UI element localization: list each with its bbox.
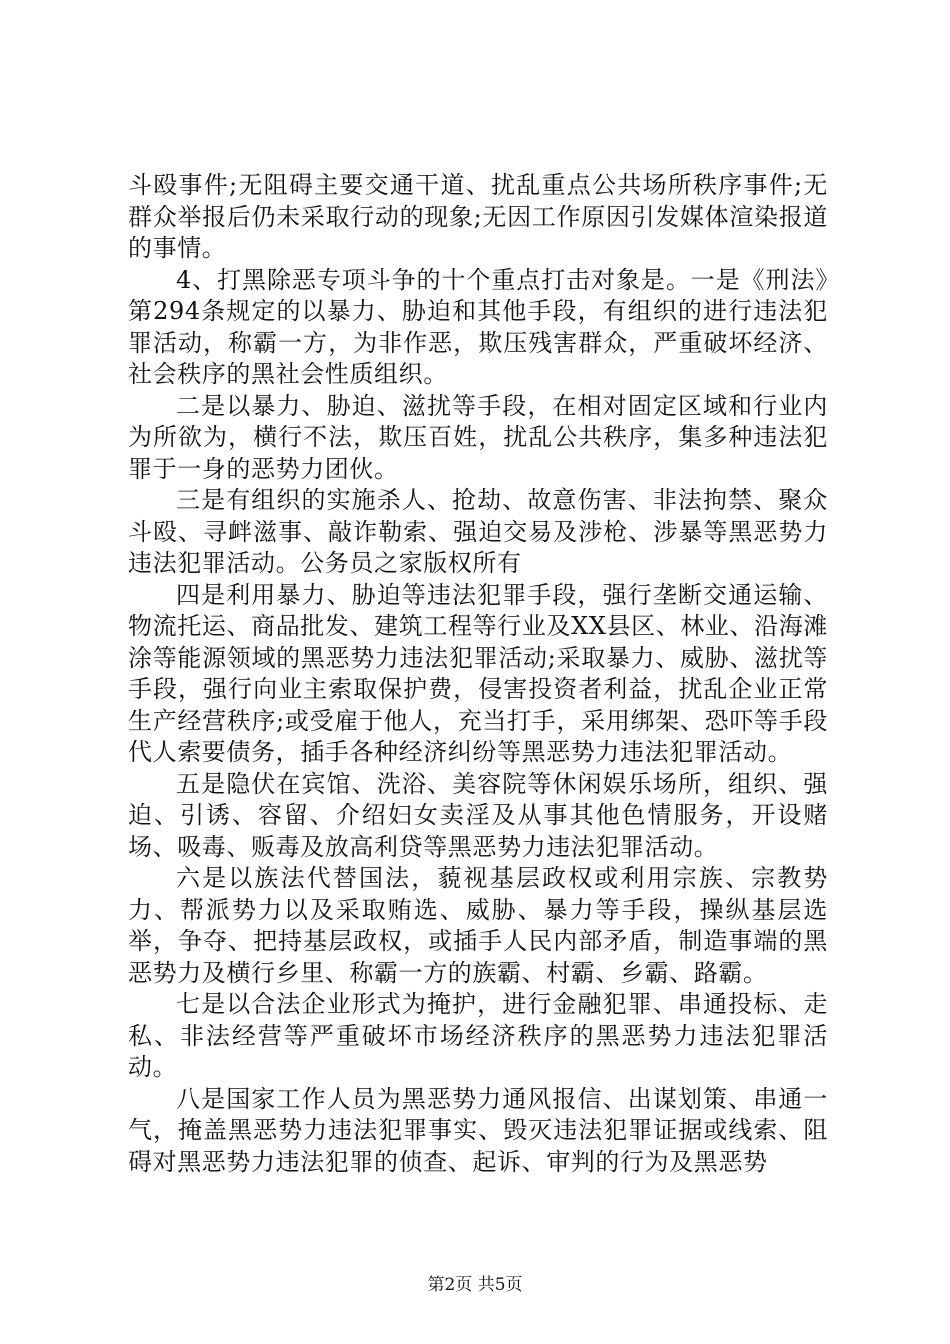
paragraph-item-8: 八是国家工作人员为黑恶势力通风报信、出谋划策、串通一气，掩盖黑恶势力违法犯罪事实、毁灭违法犯罪证据或线索、阻碍对黑恶势力违法犯罪的侦查、起诉、审判的行为及黑恶势 [128, 1084, 828, 1176]
paragraph-item-2: 二是以暴力、胁迫、滋扰等手段，在相对固定区域和行业内为所欲为，横行不法，欺压百姓，扰乱公共秩序，集多种违法犯罪于一身的恶势力团伙。 [128, 391, 828, 483]
document-body [128, 170, 828, 1178]
page-footer: 第2页 共5页 [427, 1275, 523, 1295]
paragraph-item-4b: 四是利用暴力、胁迫等违法犯罪手段，强行垄断交通运输、物流托运、商品批发、建筑工程等行业及XX县区、林业、沿海滩涂等能源领域的黑恶势力违法犯罪活动;采取暴力、威胁、滋扰等手段，强行向业主索取保护费，侵害投资者利益，扰乱企业正常生产经营秩序;或受雇于他人，充当打手，采用绑架、恐吓等手段代人索要债务，插手各种经济纠纷等黑恶势力违法犯罪活动。 [128, 580, 828, 766]
paragraph-item-4: 4、打黑除恶专项斗争的十个重点打击对象是。一是《刑法》第294条规定的以暴力、胁迫和其他手段，有组织的进行违法犯罪活动，称霸一方，为非作恶，欺压残害群众，严重破坏经济、社会秩序的黑社会性质组织。 [128, 265, 828, 388]
paragraph-continuation: 斗殴事件;无阻碍主要交通干道、扰乱重点公共场所秩序事件;无群众举报后仍未采取行动的现象;无因工作原因引发媒体渲染报道的事情。 [128, 171, 828, 262]
paragraph-item-6: 六是以族法代替国法，藐视基层政权或利用宗族、宗教势力、帮派势力以及采取贿选、威胁、暴力等手段，操纵基层选举，争夺、把持基层政权，或插手人民内部矛盾，制造事端的黑恶势力及横行乡里、称霸一方的族霸、村霸、乡霸、路霸。 [128, 864, 828, 987]
paragraph-item-5: 五是隐伏在宾馆、洗浴、美容院等休闲娱乐场所，组织、强迫、引诱、容留、介绍妇女卖淫及从事其他色情服务，开设赌场、吸毒、贩毒及放高利贷等黑恶势力违法犯罪活动。 [128, 769, 828, 861]
paragraph-item-7: 七是以合法企业形式为掩护，进行金融犯罪、串通投标、走私、非法经营等严重破坏市场经济秩序的黑恶势力违法犯罪活动。 [128, 990, 828, 1081]
paragraph-item-3: 三是有组织的实施杀人、抢劫、故意伤害、非法拘禁、聚众斗殴、寻衅滋事、敲诈勒索、强迫交易及涉枪、涉暴等黑恶势力违法犯罪活动。公务员之家版权所有 [128, 486, 828, 577]
